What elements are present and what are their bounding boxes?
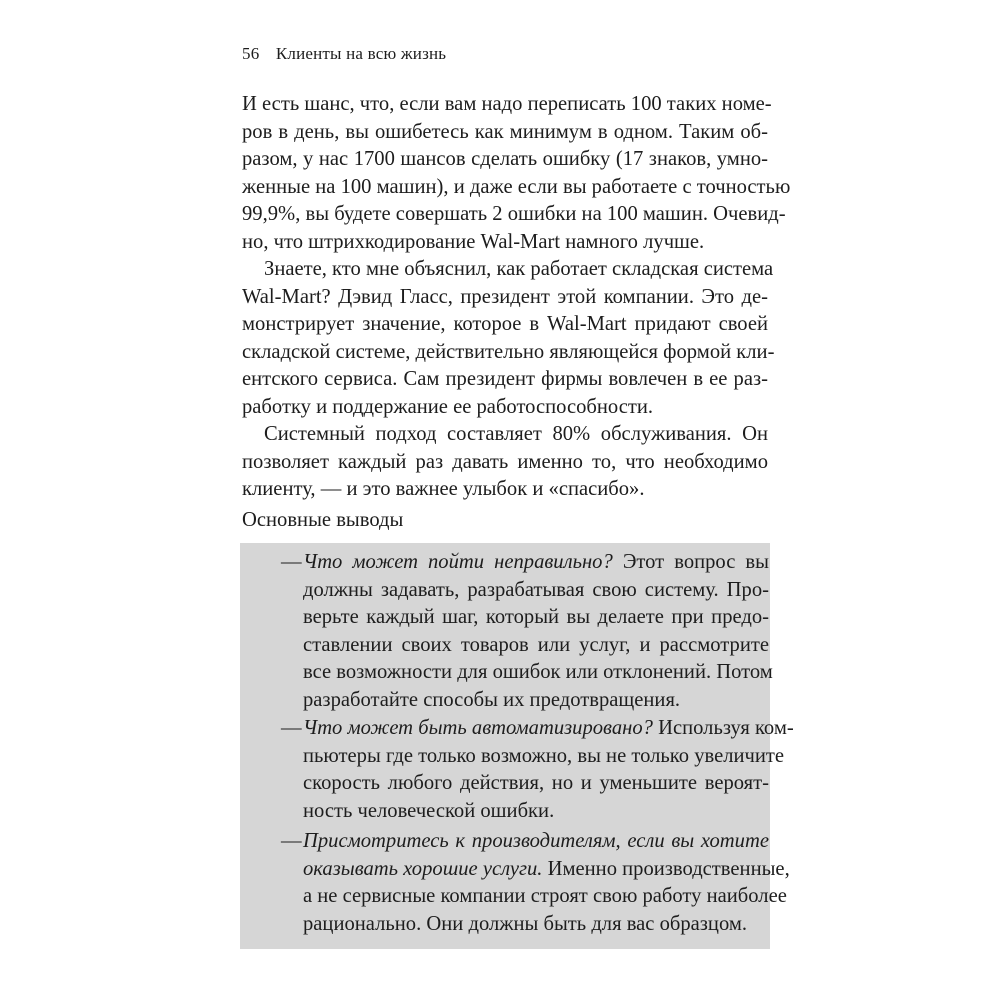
- text-line: [303, 549, 769, 577]
- dash-marker: —: [281, 717, 302, 739]
- summary-item-2: [281, 715, 794, 825]
- text-line: позволяет каждый раз давать именно то, что необходимо: [242, 450, 768, 473]
- text-line: И есть шанс, что, если вам надо переписать 100 таких номе-: [242, 93, 772, 115]
- text-line: Системный подход составляет 80% обслуживания. Он: [264, 423, 768, 445]
- text-line: разом, у нас 1700 шансов сделать ошибку (17 знаков, умно-: [242, 148, 768, 170]
- text-line: ентского сервиса. Сам президент фирмы вовлечен в ее раз-: [242, 368, 768, 390]
- text-line: Знаете, кто мне объяснил, как работает складская система: [264, 258, 774, 280]
- paragraph-2: [242, 256, 775, 421]
- text-line: рационально. Они должны быть для вас образцом.: [303, 912, 748, 935]
- text-line: женные на 100 машин), и даже если вы работаете с точностью: [242, 175, 791, 198]
- text-line: Wal-Mart? Дэвид Гласс, президент этой компании. Это де-: [242, 285, 768, 308]
- text-run: Используя ком-: [652, 717, 794, 739]
- text-line: ставлении своих товаров или услуг, и рассмотрите: [303, 633, 769, 656]
- text-line: работку и поддержание ее работоспособности.: [242, 395, 654, 418]
- text-line: разработайте способы их предотвращения.: [303, 688, 681, 711]
- text-line: скорость любого действия, но и уменьшите вероят-: [303, 772, 769, 794]
- body-text: [242, 91, 791, 504]
- text-line: все возможности для ошибок или отклонений. Потом: [303, 661, 773, 683]
- text-run: Именно производственные,: [542, 857, 790, 880]
- paragraph-1: [242, 91, 791, 256]
- italic-statement: Присмотритесь к производителям, если вы хотите: [303, 830, 769, 852]
- paragraph-3: [242, 421, 768, 504]
- text-line: верьте каждый шаг, который вы делаете при предо-: [303, 606, 769, 628]
- text-line: [303, 828, 769, 856]
- summary-item-3: [281, 828, 790, 938]
- text-line: а не сервисные компании строят свою работу наиболее: [303, 885, 787, 907]
- text-line: [303, 715, 794, 743]
- running-head: [242, 44, 446, 64]
- page-number: 56: [242, 44, 260, 63]
- italic-question: Что может быть автоматизировано?: [303, 717, 653, 739]
- text-line: клиенту, — и это важнее улыбок и «спасибо».: [242, 478, 645, 500]
- italic-question: Что может пойти неправильно?: [303, 551, 613, 573]
- text-line: 99,9%, вы будете совершать 2 ошибки на 100 машин. Очевид-: [242, 203, 786, 225]
- text-line: складской системе, действительно являющейся формой кли-: [242, 340, 775, 363]
- text-line: ность человеческой ошибки.: [303, 799, 555, 822]
- text-line: должны задавать, разрабатывая свою систему. Про-: [303, 578, 769, 601]
- section-heading: Основные выводы: [242, 509, 404, 531]
- dash-marker: —: [281, 551, 302, 573]
- text-line: монстрирует значение, которое в Wal-Mart придают своей: [242, 313, 768, 335]
- text-line: пьютеры где только возможно, вы не только увеличите: [303, 744, 785, 767]
- summary-item-1: [281, 549, 773, 714]
- italic-statement: оказывать хорошие услуги.: [303, 857, 543, 880]
- dash-marker: —: [281, 830, 302, 852]
- text-line: [303, 856, 790, 884]
- text-line: но, что штрихкодирование Wal-Mart намного лучше.: [242, 230, 705, 253]
- text-line: ров в день, вы ошибетесь как минимум в одном. Таким об-: [242, 120, 768, 143]
- text-run: Этот вопрос вы: [612, 551, 769, 573]
- running-title: Клиенты на всю жизнь: [275, 44, 447, 63]
